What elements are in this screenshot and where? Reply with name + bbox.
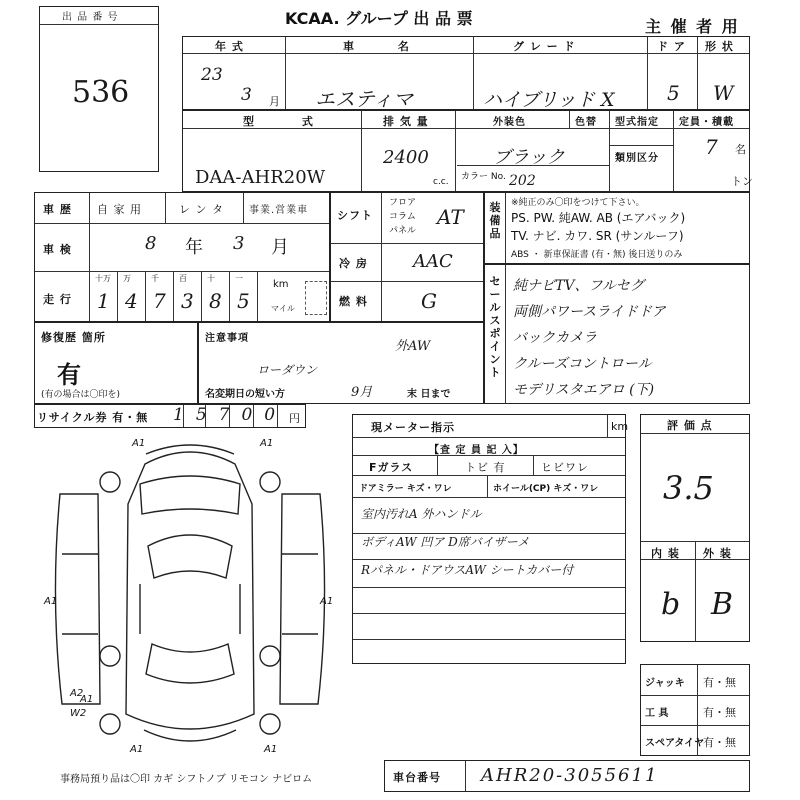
mileage-unit-label: 十万 bbox=[95, 274, 111, 283]
damage-mark: A1 bbox=[44, 596, 58, 607]
shift-block bbox=[330, 192, 484, 322]
repair-block bbox=[34, 322, 198, 404]
repair-note: (有の場合は〇印を) bbox=[41, 390, 121, 400]
mileage-unit-label: 十 bbox=[207, 274, 215, 283]
chassis-value: AHR20-3055611 bbox=[481, 765, 659, 786]
repair-label: 修復歴 箇所 bbox=[41, 331, 106, 344]
right-side-view bbox=[280, 494, 325, 704]
color-no-label: カラー No. bbox=[461, 172, 506, 182]
lot-number-label: 出 品 番 号 bbox=[62, 12, 119, 23]
inspection-year-unit: 年 bbox=[185, 237, 203, 258]
doors-value: 5 bbox=[667, 81, 680, 105]
year-label: 年 式 bbox=[215, 40, 244, 53]
exterior-grade-label: 外 装 bbox=[703, 547, 732, 560]
fuel-label: 燃 料 bbox=[339, 295, 368, 308]
notes-month: 9月 bbox=[351, 385, 373, 400]
notes-deadline: 名変期日の短い方 bbox=[205, 389, 285, 400]
tool-value[interactable]: 有・無 bbox=[703, 706, 736, 719]
damage-mark: A1 bbox=[80, 694, 94, 705]
model-label: 車 名 bbox=[343, 40, 429, 53]
month-suffix: 月 bbox=[269, 95, 280, 108]
crack-label: ヒビワレ bbox=[541, 461, 589, 474]
organizer-label: 主 催 者 用 bbox=[645, 17, 740, 36]
mileage-digit: 3 bbox=[181, 289, 194, 313]
damage-mark: A1 bbox=[260, 438, 274, 449]
shift-value: AT bbox=[437, 205, 464, 229]
history-private[interactable]: 自 家 用 bbox=[97, 203, 142, 216]
recycle-amount: 15700 bbox=[173, 405, 288, 425]
body-label: 形 状 bbox=[705, 40, 734, 53]
inspector-note-line: 室内汚れA 外ハンドル bbox=[361, 507, 482, 521]
recycle-label: リサイクル券 有・無 bbox=[37, 411, 149, 424]
exterior-value-grade: B bbox=[711, 587, 734, 622]
cc-unit: c.c. bbox=[433, 177, 449, 187]
aircon-label: 冷 房 bbox=[339, 257, 368, 270]
km-unit: km bbox=[273, 279, 289, 290]
equipment-line1: PS. PW. 純AW. AB (エアバック) bbox=[511, 211, 686, 225]
mileage-unit-label: 一 bbox=[235, 274, 243, 283]
hood bbox=[140, 476, 240, 514]
mirror-label: ドアミラー キズ・ワレ bbox=[359, 484, 452, 494]
car-outline bbox=[126, 452, 254, 729]
fuel-value: G bbox=[421, 289, 437, 313]
tools-block bbox=[640, 664, 750, 756]
mileage-divider bbox=[257, 271, 258, 321]
equipment-line3: ABS ・ 新車保証書 (有・無) 後日送りのみ bbox=[511, 250, 683, 260]
tool-label: 工 具 bbox=[645, 708, 669, 719]
repair-value: 有 bbox=[57, 361, 81, 389]
sheet-title: KCAA. グループ 出 品 票 bbox=[285, 9, 473, 28]
mileage-unit-label: 百 bbox=[179, 274, 187, 283]
type-value: DAA-AHR20W bbox=[195, 167, 326, 188]
mileage-unit-label: 千 bbox=[151, 274, 159, 283]
displacement-label: 排 気 量 bbox=[383, 115, 429, 128]
windshield bbox=[148, 535, 232, 578]
damage-mark: A2 bbox=[70, 688, 84, 699]
score-block bbox=[640, 414, 750, 642]
meter-block bbox=[352, 414, 629, 664]
interior-value: b bbox=[661, 587, 681, 622]
shift-label: シフト bbox=[337, 209, 373, 222]
damage-mark: A1 bbox=[130, 744, 144, 755]
wheel-label: ホイール(CP) キズ・ワレ bbox=[493, 484, 599, 494]
ton-unit: トン bbox=[731, 175, 753, 188]
history-business[interactable]: 事業.営業車 bbox=[249, 205, 309, 216]
left-side-view bbox=[55, 494, 100, 704]
sales-points-block bbox=[484, 264, 750, 404]
rear-view bbox=[144, 730, 236, 741]
notes-block bbox=[198, 322, 484, 404]
class-label: 類別区分 bbox=[615, 153, 659, 164]
inspector-header: 【査 定 員 記 入】 bbox=[429, 445, 524, 456]
chip-label: トビ 有 bbox=[465, 461, 506, 474]
shift-column[interactable]: コラム bbox=[389, 212, 416, 222]
mileage-unit-label: 万 bbox=[123, 274, 131, 283]
type-designation-label: 型式指定 bbox=[615, 117, 659, 128]
mileage-digit: 8 bbox=[209, 289, 222, 313]
chassis-block bbox=[384, 760, 750, 792]
exterior-value: ブラック bbox=[493, 147, 565, 168]
mileage-divider bbox=[117, 271, 118, 321]
meter-unit: km bbox=[611, 420, 629, 433]
lot-number-value: 536 bbox=[72, 75, 130, 110]
aircon-value: AAC bbox=[413, 251, 453, 272]
body-value: W bbox=[713, 81, 734, 105]
notes-item: ローダウン bbox=[257, 363, 318, 377]
tool-label: ジャッキ bbox=[645, 678, 685, 689]
equipment-line2: TV. ナビ. カワ. SR (サンルーフ) bbox=[511, 229, 684, 243]
tool-value[interactable]: 有・無 bbox=[703, 676, 736, 689]
repaint-label: 色替 bbox=[575, 117, 597, 128]
exterior-label: 外装色 bbox=[493, 117, 526, 128]
sales-point-line: クルーズコントロール bbox=[513, 356, 652, 372]
notes-label: 注意事項 bbox=[205, 333, 249, 344]
vehicle-row1 bbox=[182, 36, 750, 110]
displacement-value: 2400 bbox=[383, 147, 429, 168]
year-month-value: 3 bbox=[241, 85, 252, 105]
recycle-block bbox=[34, 404, 306, 428]
grade-value: ハイブリッド X bbox=[483, 89, 615, 111]
capacity-label: 定員・積載 bbox=[679, 117, 734, 128]
capacity-unit: 名 bbox=[735, 143, 746, 156]
chassis-label: 車台番号 bbox=[393, 771, 441, 784]
meter-label: 現メーター指示 bbox=[371, 421, 455, 434]
tool-label: スペアタイヤ bbox=[645, 738, 705, 749]
damage-mark: A1 bbox=[132, 438, 146, 449]
inspection-month-unit: 月 bbox=[271, 237, 289, 258]
damage-mark: A1 bbox=[264, 744, 278, 755]
interior-label: 内 装 bbox=[651, 547, 680, 560]
equipment-block bbox=[484, 192, 750, 264]
mile-box[interactable] bbox=[305, 281, 327, 315]
damage-diagram bbox=[40, 434, 340, 764]
mileage-divider bbox=[229, 271, 230, 321]
sales-point-line: 両側パワースライドドア bbox=[513, 304, 666, 320]
history-label: 車 歴 bbox=[43, 203, 72, 216]
damage-mark-w2: W2 bbox=[70, 708, 87, 719]
model-value: エスティマ bbox=[315, 87, 413, 111]
mileage-digit: 7 bbox=[153, 289, 166, 313]
sales-point-line: バックカメラ bbox=[513, 330, 597, 346]
recycle-unit: 円 bbox=[289, 412, 300, 425]
doors-label: ド ア bbox=[657, 40, 686, 53]
equipment-label: 装 備 品 bbox=[489, 201, 501, 240]
notes-outer: 外AW bbox=[395, 339, 431, 354]
mile-unit: マイル bbox=[271, 304, 295, 313]
shift-panel[interactable]: パネル bbox=[389, 226, 417, 236]
sales-point-line: モデリスタエアロ (下) bbox=[513, 382, 655, 398]
mileage-divider bbox=[145, 271, 146, 321]
capacity-value: 7 bbox=[705, 135, 718, 159]
history-block bbox=[34, 192, 330, 322]
office-note: 事務局預り品は〇印 カギ シフトノブ リモコン ナビロム bbox=[60, 774, 313, 785]
mileage-divider bbox=[173, 271, 174, 321]
inspection-years: 8 bbox=[145, 233, 157, 254]
mileage-divider bbox=[201, 271, 202, 321]
mileage-label: 走 行 bbox=[43, 293, 72, 306]
type-label: 型 式 bbox=[243, 115, 335, 128]
mileage-digit: 5 bbox=[237, 289, 250, 313]
lot-number-box bbox=[39, 6, 159, 172]
score-value: 3.5 bbox=[663, 469, 714, 507]
color-no-value: 202 bbox=[509, 173, 536, 189]
damage-mark: A1 bbox=[320, 596, 334, 607]
rear-window bbox=[146, 644, 234, 683]
inspection-label: 車 検 bbox=[43, 243, 72, 256]
glass-label: Fガラス bbox=[369, 461, 414, 474]
mileage-digit: 1 bbox=[97, 289, 110, 313]
tool-value[interactable]: 有・無 bbox=[703, 736, 736, 749]
mileage-digit: 4 bbox=[125, 289, 138, 313]
grade-label: グ レ ー ド bbox=[513, 40, 576, 53]
notes-day: 末 日まで bbox=[407, 389, 451, 400]
sales-point-line: 純ナビTV、フルセグ bbox=[513, 278, 644, 294]
year-value: 23 bbox=[201, 65, 223, 85]
score-label: 評 価 点 bbox=[667, 419, 713, 432]
vehicle-row2 bbox=[182, 110, 753, 192]
equipment-note: ※純正のみ〇印をつけて下さい。 bbox=[511, 198, 645, 208]
sales-points-label: セ ー ル ス ポ イ ン ト bbox=[489, 275, 501, 379]
shift-floor[interactable]: フロア bbox=[389, 198, 417, 208]
inspector-note-line: Rパネル・ドアウスAW シートカバー付 bbox=[361, 563, 574, 577]
history-rental[interactable]: レ ン タ bbox=[179, 203, 224, 216]
inspection-months: 3 bbox=[233, 233, 245, 254]
inspector-note-line: ボディAW 凹ア D席バイザーメ bbox=[361, 535, 530, 549]
